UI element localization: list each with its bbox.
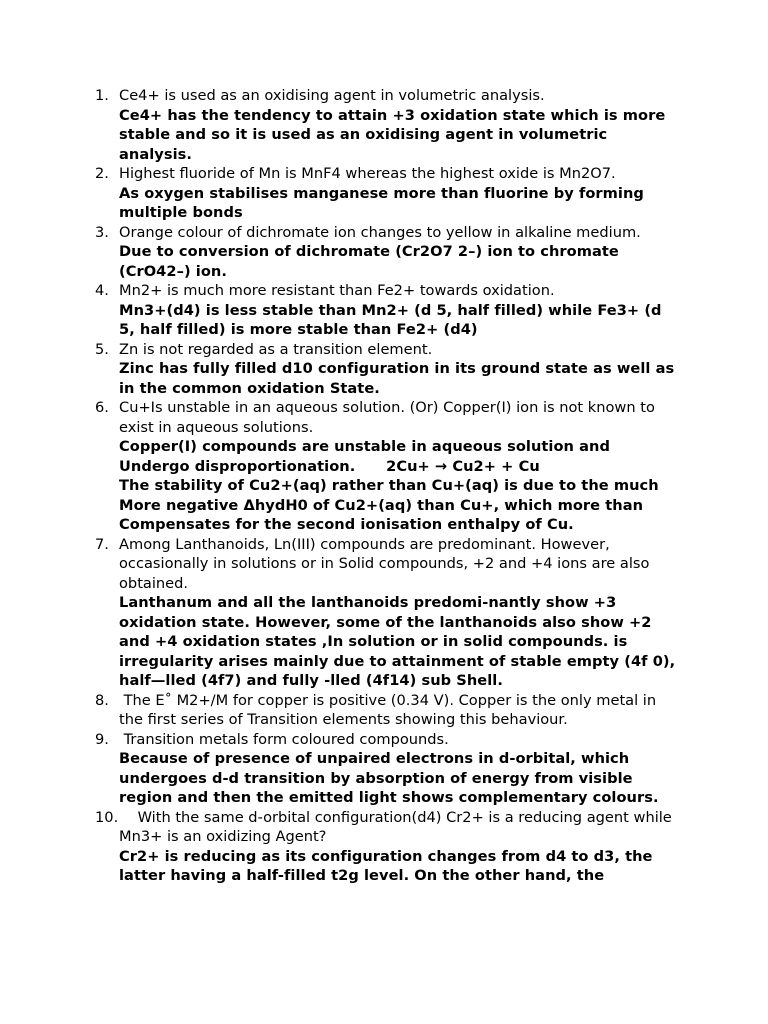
list-item bbox=[0, 164, 768, 223]
question-text: Highest fluoride of Mn is MnF4 whereas the highest oxide is Mn2O7. bbox=[119, 165, 616, 182]
question-text: Mn2+ is much more resistant than Fe2+ towards oxidation. bbox=[119, 282, 555, 299]
answer-text: Copper(I) compounds are unstable in aqueous solution and Undergo disproportionation. 2Cu+ → Cu2+ + Cu bbox=[119, 438, 616, 475]
answer-text: Because of presence of unpaired electrons in d-orbital, which undergoes d-d transition by absorption of energy from visible region and then the emitted light shows complementary colours. bbox=[119, 750, 659, 806]
question-text: Transition metals form coloured compounds. bbox=[119, 730, 449, 748]
item-number: 8. bbox=[95, 691, 109, 709]
item-number: 4. bbox=[95, 282, 109, 299]
question-answer-list bbox=[0, 86, 768, 886]
item-number: 2. bbox=[95, 165, 109, 182]
question-text: Orange colour of dichromate ion changes to yellow in alkaline medium. bbox=[119, 223, 641, 241]
list-item bbox=[0, 808, 768, 886]
answer-text: Due to conversion of dichromate (Cr2O7 2–) ion to chromate (CrO42–) ion. bbox=[119, 243, 619, 280]
question-text: Cu+Is unstable in an aqueous solution. (Or) Copper(I) ion is not known to exist in aqueous solutions. bbox=[119, 399, 655, 436]
item-number: 1. bbox=[95, 87, 109, 104]
answer-text: Cr2+ is reducing as its configuration changes from d4 to d3, the latter having a half-filled t2g level. On the other hand, the bbox=[119, 847, 653, 884]
item-number: 10. bbox=[95, 808, 119, 826]
item-number: 7. bbox=[95, 535, 109, 553]
item-number: 5. bbox=[95, 340, 109, 358]
answer-text: As oxygen stabilises manganese more than fluorine by forming multiple bonds bbox=[119, 184, 644, 221]
answer-text: Zinc has fully filled d10 configuration in its ground state as well as in the common oxidation State. bbox=[119, 360, 675, 397]
list-item bbox=[0, 398, 768, 535]
item-number: 3. bbox=[95, 223, 109, 241]
list-item bbox=[0, 691, 768, 730]
list-item bbox=[0, 730, 768, 808]
question-text: Among Lanthanoids, Ln(III) compounds are predominant. However, occasionally in solutions or in Solid compounds, +2 and +4 ions are also obtained. bbox=[119, 535, 650, 592]
list-item bbox=[0, 535, 768, 691]
list-item bbox=[0, 340, 768, 399]
answer-text: Ce4+ has the tendency to attain +3 oxidation state which is more stable and so it is used as an oxidising agent in volumetric analysis. bbox=[119, 106, 666, 163]
question-text: The E˚ M2+/M for copper is positive (0.34 V). Copper is the only metal in the first series of Transition elements showing this behaviour. bbox=[119, 691, 661, 728]
list-item bbox=[0, 86, 768, 164]
item-number: 6. bbox=[95, 399, 109, 416]
answer-text: Lanthanum and all the lanthanoids predomi-nantly show +3 oxidation state. However, some of the lanthanoids also show +2 and +4 oxidation states ,In solution or in solid compounds. is irregularity arises mainly due to attainment of stable empty (4f 0), half—lled (4f7) and fully -lled (4f14) sub Shell. bbox=[119, 594, 676, 689]
list-item bbox=[0, 281, 768, 340]
answer-text: Mn3+(d4) is less stable than Mn2+ (d 5, half filled) while Fe3+ (d 5, half filled) is more stable than Fe2+ (d4) bbox=[119, 301, 662, 338]
answer-text: The stability of Cu2+(aq) rather than Cu+(aq) is due to the much More negative ΔhydH0 of Cu2+(aq) than Cu+, which more than Compensates for the second ionisation enthalpy of Cu. bbox=[119, 477, 659, 533]
question-text: Zn is not regarded as a transition element. bbox=[119, 340, 433, 358]
item-number: 9. bbox=[95, 730, 109, 748]
question-text: Ce4+ is used as an oxidising agent in volumetric analysis. bbox=[119, 87, 545, 104]
list-item bbox=[0, 223, 768, 282]
question-text: With the same d-orbital configuration(d4) Cr2+ is a reducing agent while Mn3+ is an oxidizing Agent? bbox=[119, 808, 677, 845]
